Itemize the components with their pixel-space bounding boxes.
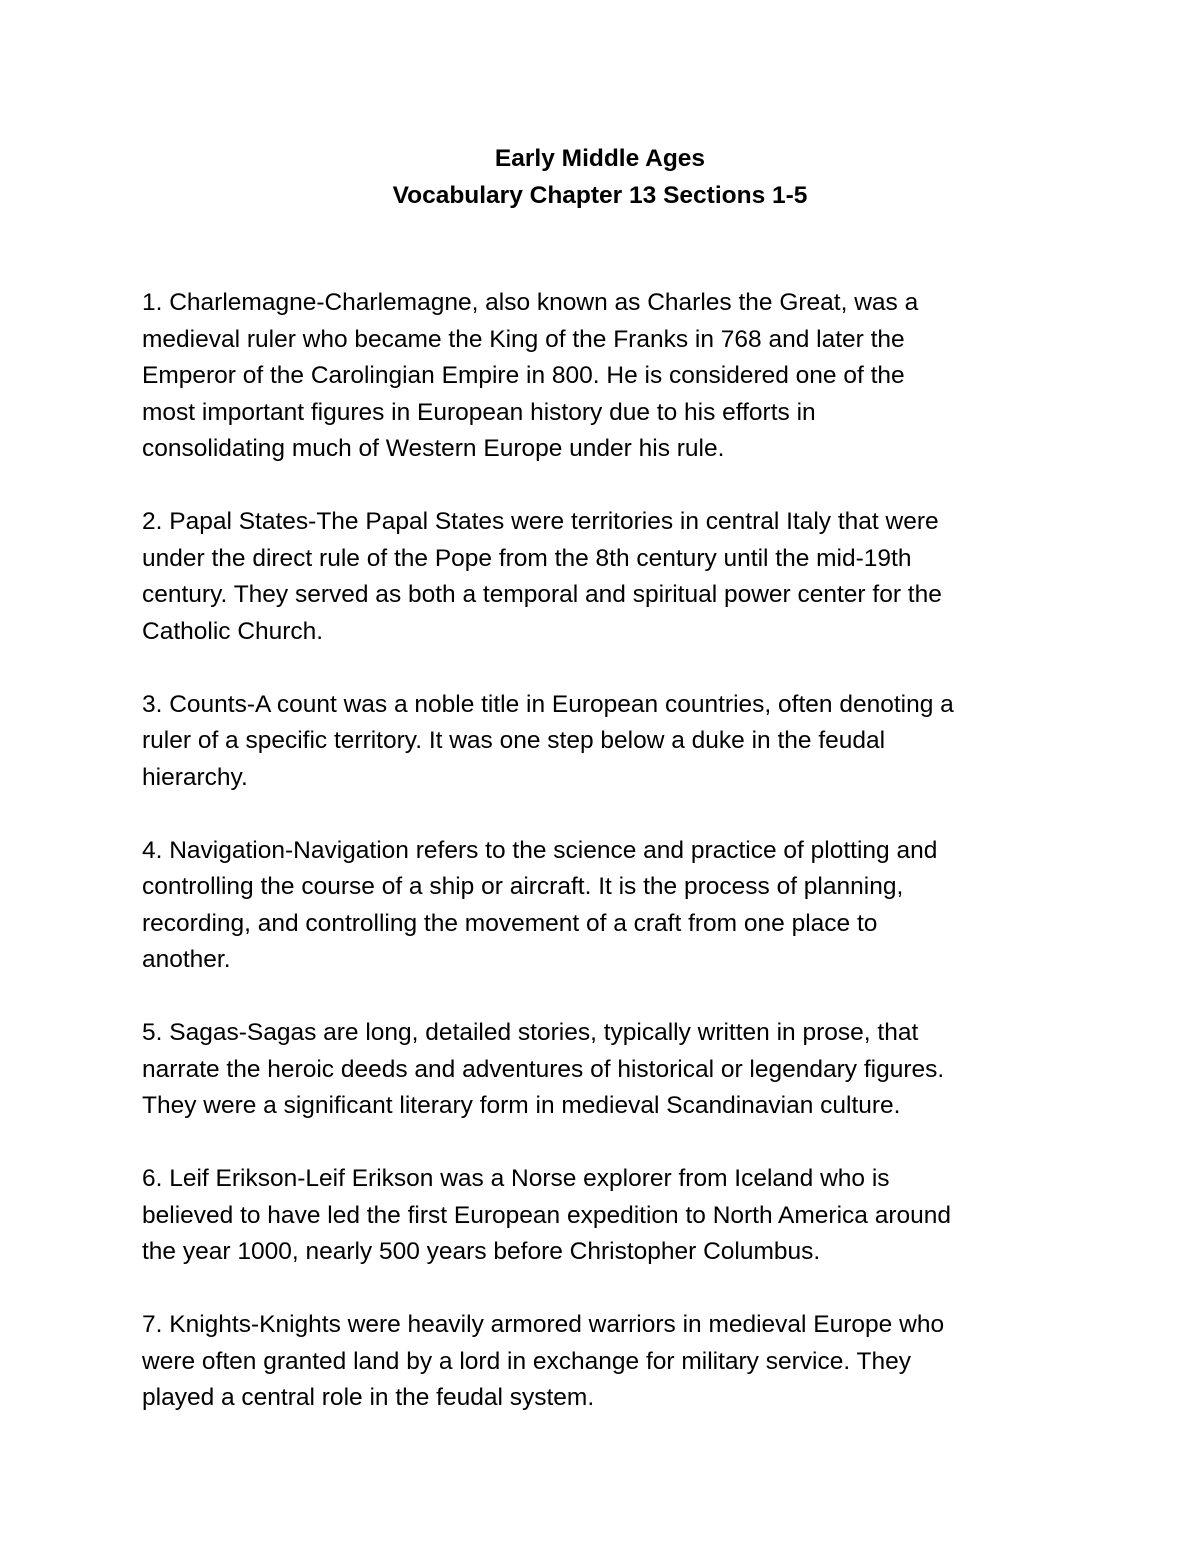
entry-line: Catholic Church.	[142, 617, 324, 645]
entry-line: another.	[142, 946, 231, 973]
entry-line: 3. Counts-A count was a noble title in European countries, often denoting a	[142, 690, 954, 718]
vocabulary-list	[142, 285, 1072, 1453]
entry-line: 1. Charlemagne-Charlemagne, also known as Charles the Great, was a	[142, 289, 919, 316]
entry-line: under the direct rule of the Pope from the 8th century until the mid-19th	[142, 544, 912, 572]
entry-line: narrate the heroic deeds and adventures of historical or legendary figures.	[142, 1055, 945, 1083]
entry-line: hierarchy.	[142, 763, 248, 791]
entry-line: controlling the course of a ship or aircraft. It is the process of planning,	[142, 873, 904, 900]
entry-line: believed to have led the first European expedition to North America around	[142, 1201, 952, 1229]
entry-line: 4. Navigation-Navigation refers to the science and practice of plotting and	[142, 836, 938, 864]
entry-line: played a central role in the feudal system.	[142, 1384, 595, 1411]
document-title: Early Middle Ages	[494, 145, 706, 172]
entry-line: the year 1000, nearly 500 years before Christopher Columbus.	[142, 1238, 821, 1265]
document-subtitle: Vocabulary Chapter 13 Sections 1-5	[392, 181, 808, 209]
entry-line: 2. Papal States-The Papal States were territories in central Italy that were	[142, 508, 939, 535]
entry-line: 7. Knights-Knights were heavily armored warriors in medieval Europe who	[142, 1311, 945, 1338]
entry-line: 5. Sagas-Sagas are long, detailed stories, typically written in prose, that	[142, 1019, 919, 1046]
entry-line: 6. Leif Erikson-Leif Erikson was a Norse explorer from Iceland who is	[142, 1165, 890, 1192]
entry-line: medieval ruler who became the King of the Franks in 768 and later the	[142, 325, 905, 353]
vocabulary-entry-sagas	[142, 1015, 1072, 1125]
entry-line: Emperor of the Carolingian Empire in 800. He is considered one of the	[142, 362, 905, 389]
entry-line: most important figures in European history due to his efforts in	[142, 398, 816, 426]
vocabulary-entry-charlemagne	[142, 285, 1072, 468]
vocabulary-entry-counts	[142, 687, 1072, 797]
entry-line: were often granted land by a lord in exchange for military service. They	[142, 1347, 911, 1375]
vocabulary-entry-papal-states	[142, 504, 1072, 650]
entry-line: They were a significant literary form in medieval Scandinavian culture.	[142, 1092, 901, 1119]
entry-line: consolidating much of Western Europe under his rule.	[142, 435, 725, 462]
document-header	[0, 141, 1200, 214]
vocabulary-entry-navigation	[142, 833, 1072, 979]
vocabulary-entry-knights	[142, 1307, 1072, 1417]
entry-line: ruler of a specific territory. It was one step below a duke in the feudal	[142, 727, 886, 754]
entry-line: recording, and controlling the movement of a craft from one place to	[142, 909, 878, 937]
entry-line: century. They served as both a temporal and spiritual power center for the	[142, 581, 942, 608]
vocabulary-entry-leif-erikson	[142, 1161, 1072, 1271]
